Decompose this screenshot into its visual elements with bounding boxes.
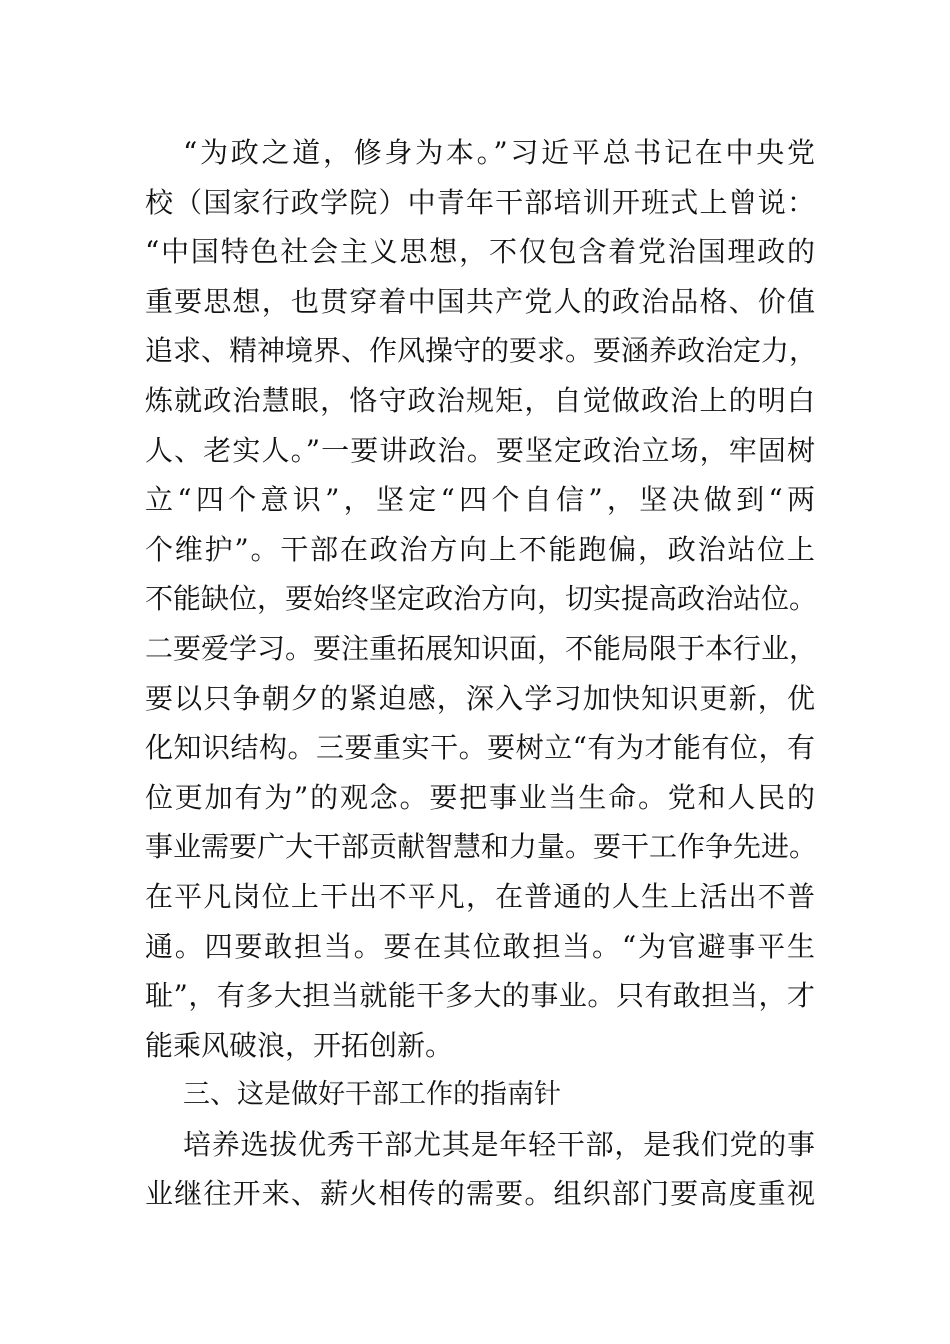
document-body bbox=[145, 128, 818, 1219]
paragraph-line: 事业需要广大干部贡献智慧和力量。要干工作争先进。 bbox=[145, 830, 818, 864]
paragraph-line: 不能缺位，要始终坚定政治方向，切实提高政治站位。 bbox=[145, 582, 818, 616]
paragraph-line: 立“四个意识”，坚定“四个自信”，坚决做到“两 bbox=[145, 483, 815, 517]
paragraph-line: “为政之道，修身为本。”习近平总书记在中央党 bbox=[183, 136, 815, 169]
paragraph-line: 通。四要敢担当。要在其位敢担当。“为官避事平生 bbox=[145, 929, 815, 963]
paragraph-line: 化知识结构。三要重实干。要树立“有为才能有位，有 bbox=[145, 731, 815, 765]
section-heading: 三、这是做好干部工作的指南针 bbox=[183, 1079, 561, 1111]
paragraph-line: 业继往开来、薪火相传的需要。组织部门要高度重视 bbox=[145, 1177, 815, 1211]
paragraph-line: 炼就政治慧眼，恪守政治规矩，自觉做政治上的明白 bbox=[145, 383, 815, 417]
paragraph-line: 校（国家行政学院）中青年干部培训开班式上曾说： bbox=[145, 185, 815, 219]
paragraph-line: 二要爱学习。要注重拓展知识面，不能局限于本行业， bbox=[145, 631, 818, 665]
paragraph-line: 要以只争朝夕的紧迫感，深入学习加快知识更新，优 bbox=[145, 681, 815, 715]
paragraph-line: 重要思想，也贯穿着中国共产党人的政治品格、价值 bbox=[145, 284, 815, 318]
paragraph-line: 在平凡岗位上干出不平凡，在普通的人生上活出不普 bbox=[145, 879, 815, 913]
paragraph-line: 位更加有为”的观念。要把事业当生命。党和人民的 bbox=[145, 780, 815, 814]
paragraph-line: 能乘风破浪，开拓创新。 bbox=[145, 1028, 454, 1062]
paragraph-line: “中国特色社会主义思想，不仅包含着党治国理政的 bbox=[145, 235, 815, 269]
paragraph-line: 耻”，有多大担当就能干多大的事业。只有敢担当，才 bbox=[145, 979, 815, 1013]
paragraph-line: 追求、精神境界、作风操守的要求。要涵养政治定力， bbox=[145, 334, 818, 368]
paragraph-line: 个维护”。干部在政治方向上不能跑偏，政治站位上 bbox=[145, 532, 815, 566]
paragraph-line: 培养选拔优秀干部尤其是年轻干部，是我们党的事 bbox=[183, 1127, 815, 1161]
paragraph-line: 人、老实人。”一要讲政治。要坚定政治立场，牢固树 bbox=[145, 433, 815, 467]
